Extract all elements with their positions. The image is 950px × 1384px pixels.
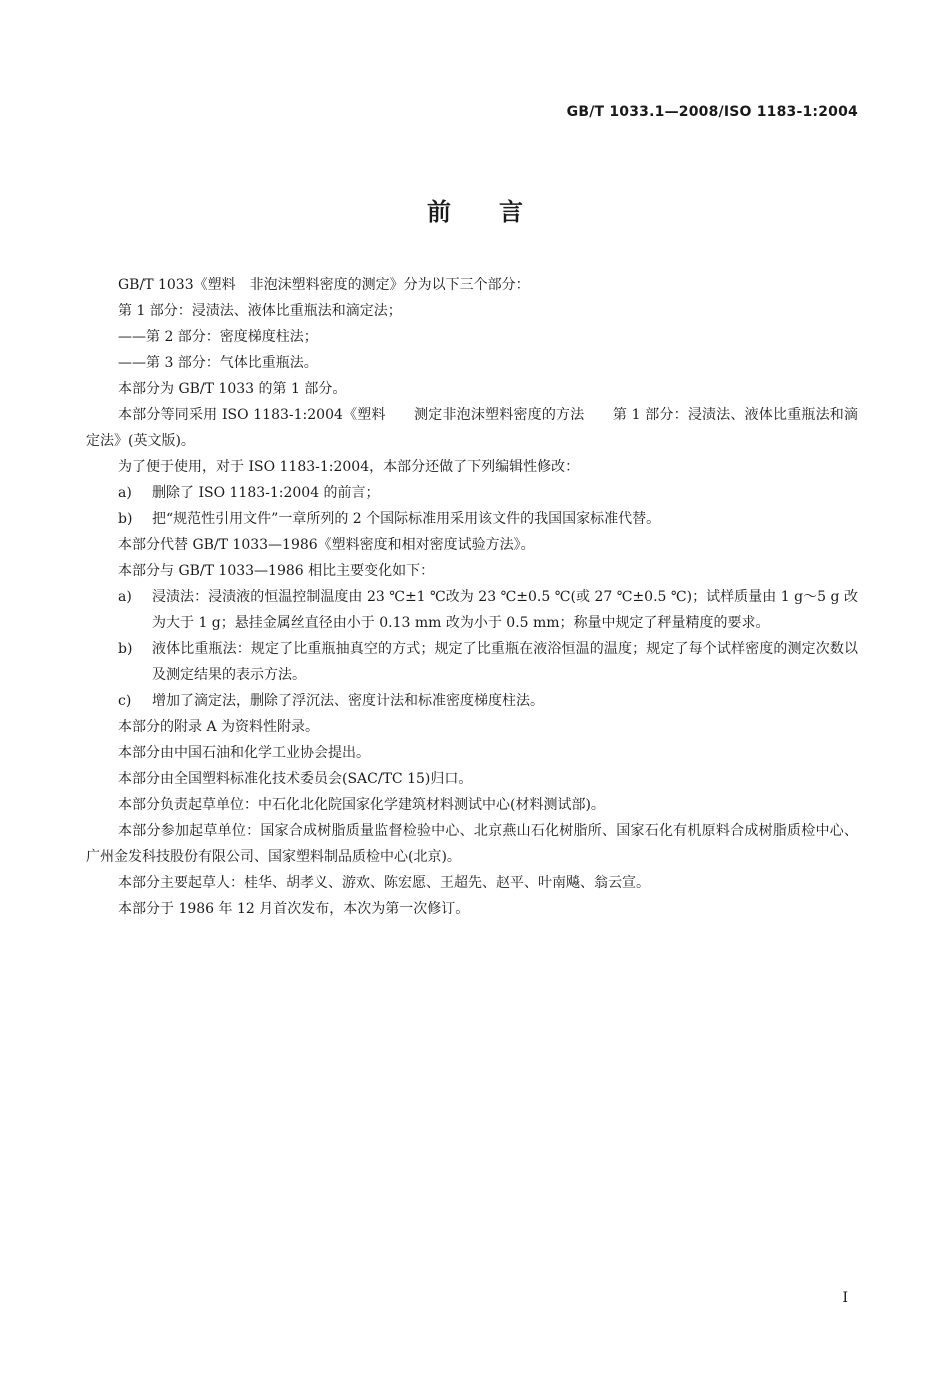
- item-text: 增加了滴定法，删除了浮沉法、密度计法和标准密度梯度柱法。: [152, 693, 544, 709]
- changes-intro-paragraph: 本部分与 GB/T 1033—1986 相比主要变化如下：: [118, 563, 435, 579]
- item-label: b): [118, 641, 133, 657]
- this-part-paragraph: 本部分为 GB/T 1033 的第 1 部分。: [118, 381, 347, 397]
- replaces-paragraph: 本部分代替 GB/T 1033—1986《塑料密度和相对密度试验方法》。: [118, 537, 535, 553]
- editorial-intro-paragraph: 为了便于使用，对于 ISO 1183-1:2004，本部分还做了下列编辑性修改：: [118, 459, 580, 475]
- page-title: 前言: [427, 198, 571, 226]
- standard-code: GB/T 1033.1—2008/ISO 1183-1:2004: [566, 104, 858, 120]
- editorial-item-b: [86, 506, 858, 532]
- part-1-line: 第 1 部分：浸渍法、液体比重瓶法和滴定法；: [118, 303, 402, 319]
- change-item-a: [86, 584, 858, 636]
- item-text: 删除了 ISO 1183-1:2004 的前言；: [152, 485, 380, 501]
- drafting-unit-paragraph: 本部分负责起草单位：中石化北化院国家化学建筑材料测试中心(材料测试部)。: [118, 797, 605, 813]
- intro-paragraph: GB/T 1033《塑料 非泡沫塑料密度的测定》分为以下三个部分：: [118, 277, 530, 293]
- item-text: 浸渍法：浸渍液的恒温控制温度由 23 ℃±1 ℃改为 23 ℃±0.5 ℃(或 27 ℃±0.5 ℃)；试样质量由 1 g～5 g 改为大于 1 g；悬挂金属丝直径由小于 0.13 mm 改为小于 0.5 mm；称量中规定了秤量精度的要求。: [152, 589, 858, 631]
- item-text: 液体比重瓶法：规定了比重瓶抽真空的方式；规定了比重瓶在液浴恒温的温度；规定了每个试样密度的测定次数以及测定结果的表示方法。: [152, 641, 858, 683]
- item-label: a): [118, 485, 132, 501]
- annex-paragraph: 本部分的附录 A 为资料性附录。: [118, 719, 320, 735]
- item-label: b): [118, 511, 133, 527]
- change-item-b: [86, 636, 858, 688]
- part-2-line: ——第 2 部分：密度梯度柱法；: [118, 329, 318, 345]
- foreword-body: [86, 272, 858, 922]
- item-label: a): [118, 589, 132, 605]
- managed-paragraph: 本部分由全国塑料标准化技术委员会(SAC/TC 15)归口。: [118, 771, 473, 787]
- item-text: 把“规范性引用文件”一章所列的 2 个国际标准用采用该文件的我国国家标准代替。: [152, 511, 661, 527]
- history-paragraph: 本部分于 1986 年 12 月首次发布，本次为第一次修订。: [118, 901, 470, 917]
- adoption-paragraph: 本部分等同采用 ISO 1183-1:2004《塑料 测定非泡沫塑料密度的方法 第 1 部分：浸渍法、液体比重瓶法和滴定法》(英文版)。: [86, 407, 858, 449]
- proposed-paragraph: 本部分由中国石油和化学工业协会提出。: [118, 745, 370, 761]
- editorial-item-a: [86, 480, 858, 506]
- participating-units-paragraph: 本部分参加起草单位：国家合成树脂质量监督检验中心、北京燕山石化树脂所、国家石化有机原料合成树脂质检中心、广州金发科技股份有限公司、国家塑料制品质检中心(北京)。: [86, 823, 858, 865]
- item-label: c): [118, 693, 132, 709]
- page-number: I: [842, 1290, 848, 1306]
- drafters-paragraph: 本部分主要起草人：桂华、胡孝义、游欢、陈宏愿、王超先、赵平、叶南飚、翁云宣。: [118, 875, 650, 891]
- part-3-line: ——第 3 部分：气体比重瓶法。: [118, 355, 318, 371]
- change-item-c: [86, 688, 858, 714]
